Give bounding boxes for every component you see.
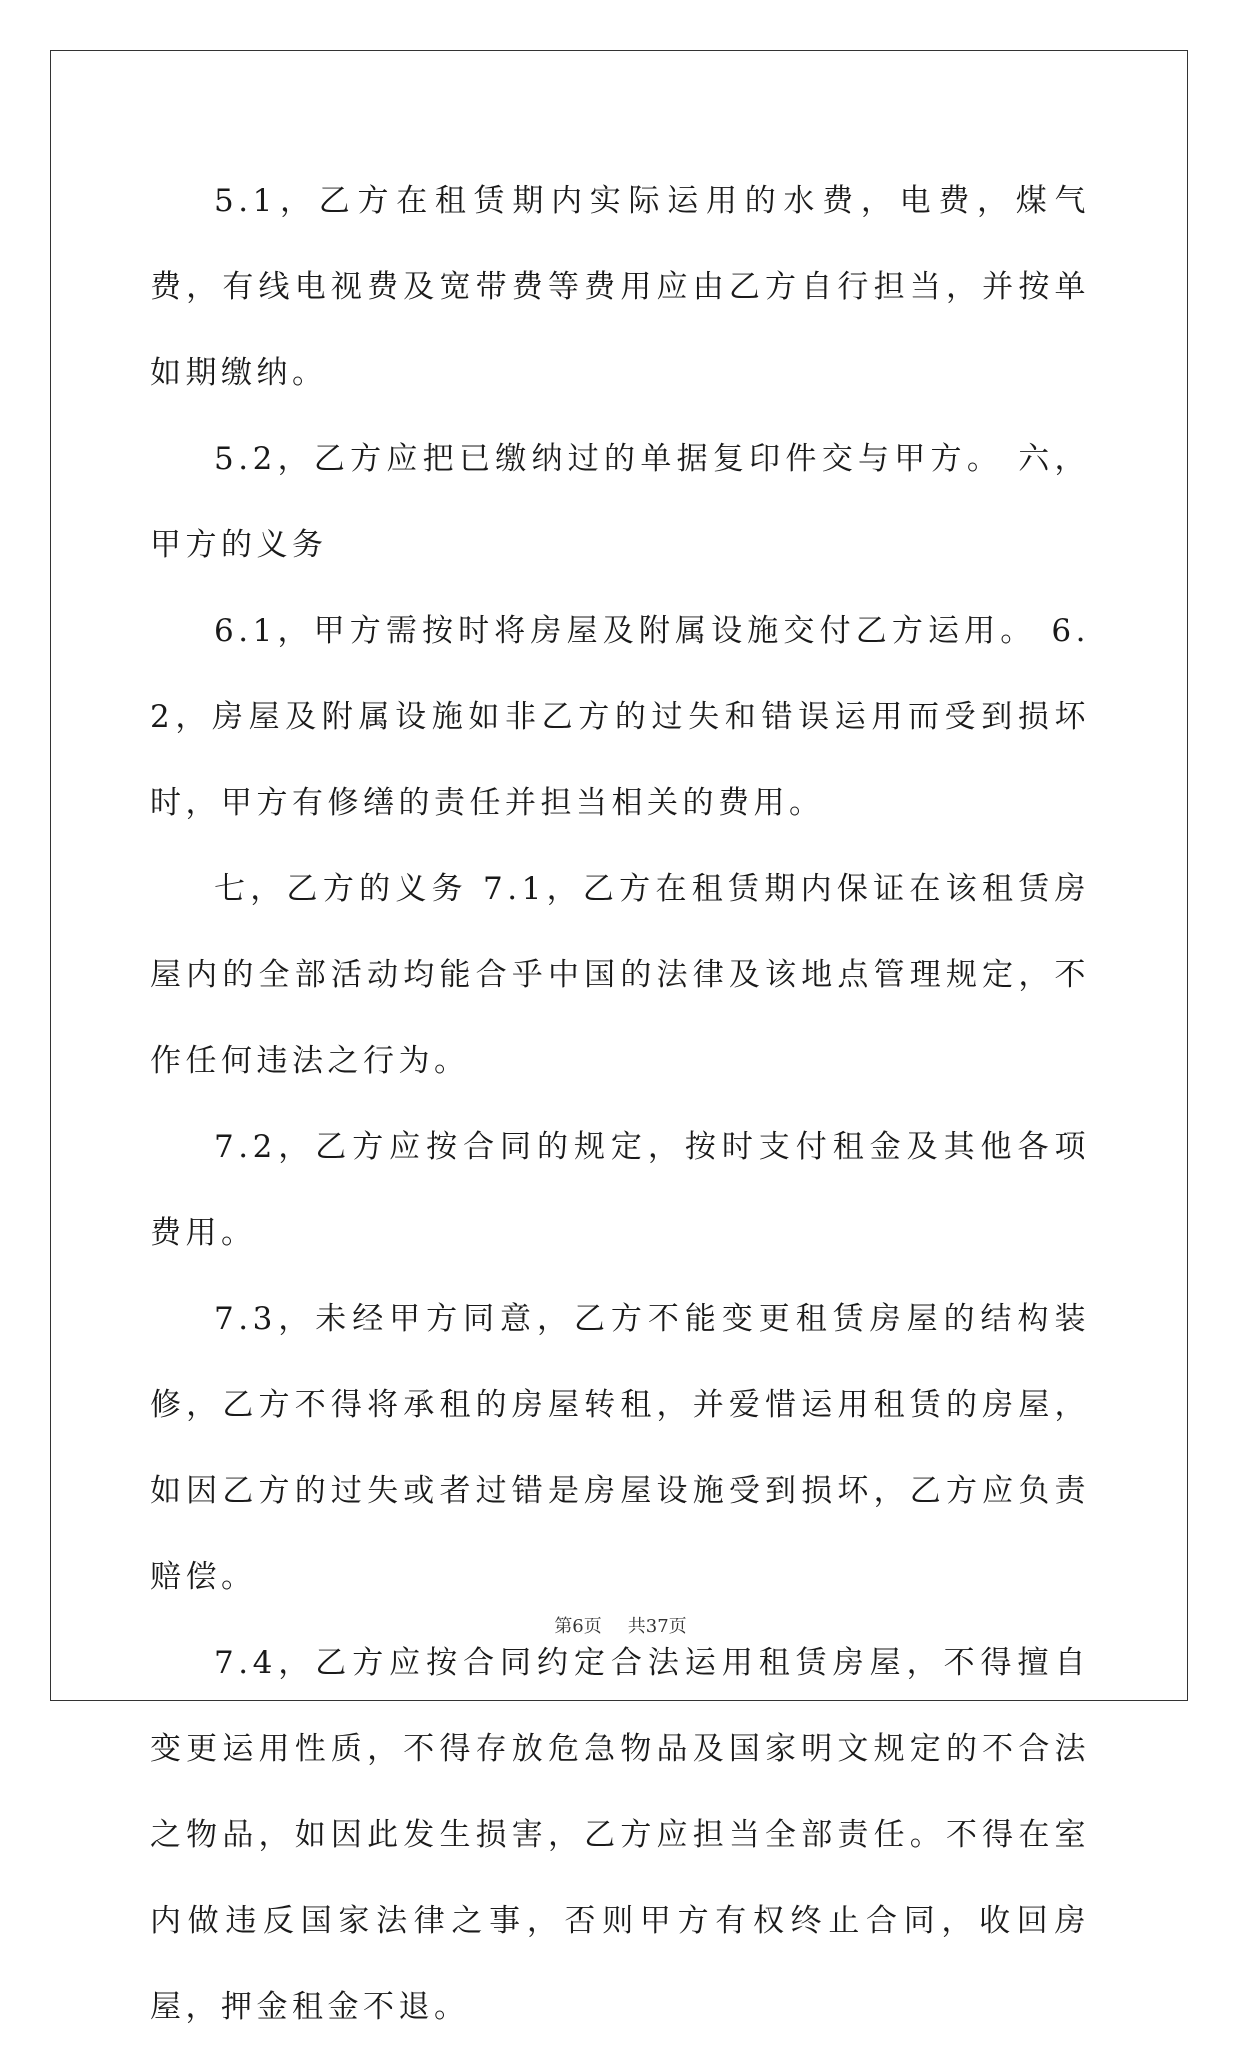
paragraph-7-4: 7.4，乙方应按合同约定合法运用租赁房屋，不得擅自变更运用性质，不得存放危急物品及国家明文规定的不合法之物品，如因此发生损害，乙方应担当全部责任。不得在室内做违反国家法律之事，否则甲方有权终止合同，收回房屋，押金租金不退。 [150,1645,1090,2025]
document-body [150,158,1090,2050]
page-number: 第6页 [554,1616,602,1637]
paragraph-5-1: 5.1，乙方在租赁期内实际运用的水费，电费，煤气费，有线电视费及宽带费等费用应由乙方自行担当，并按单如期缴纳。 [150,183,1090,391]
paragraph-7-3: 7.3，未经甲方同意，乙方不能变更租赁房屋的结构装修，乙方不得将承租的房屋转租，并爱惜运用租赁的房屋，如因乙方的过失或者过错是房屋设施受到损坏，乙方应负责赔偿。 [150,1301,1090,1595]
paragraph-7-2: 7.2，乙方应按合同的规定，按时支付租金及其他各项费用。 [150,1129,1090,1251]
paragraph-5-2: 5.2，乙方应把已缴纳过的单据复印件交与甲方。 六，甲方的义务 [150,441,1090,563]
page-footer [0,1612,1241,1638]
paragraph-6-1: 6.1，甲方需按时将房屋及附属设施交付乙方运用。 6.2，房屋及附属设施如非乙方的过失和错误运用而受到损坏时，甲方有修缮的责任并担当相关的费用。 [150,613,1090,821]
total-pages: 共37页 [627,1616,687,1637]
paragraph-7-1: 七，乙方的义务 7.1，乙方在租赁期内保证在该租赁房屋内的全部活动均能合乎中国的法律及该地点管理规定，不作任何违法之行为。 [150,871,1090,1079]
